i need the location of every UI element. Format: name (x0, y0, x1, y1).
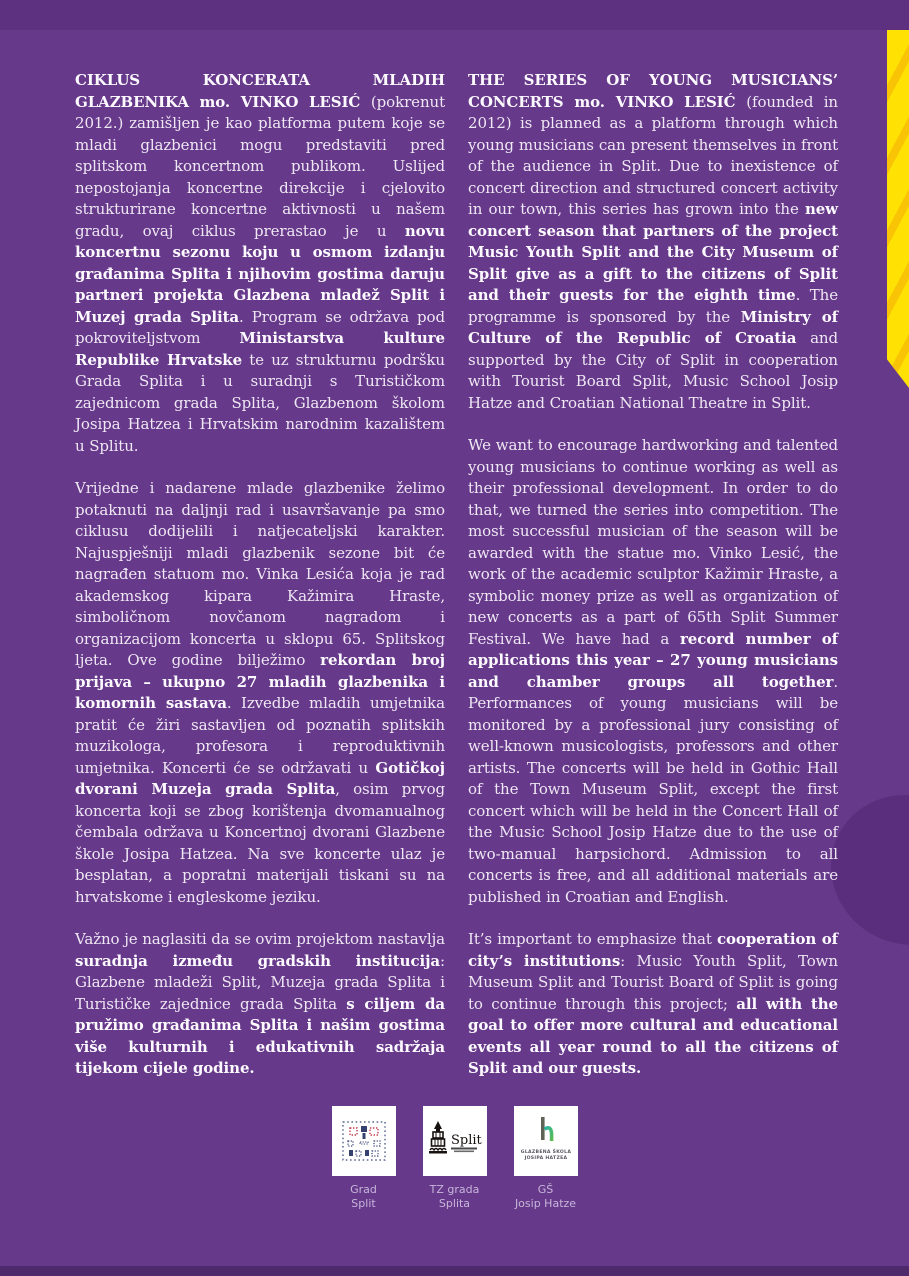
english-paragraph-3: It’s important to emphasize that cooperation of city’s institutions: Music Youth Split, Town Museum Split and Tourist Board of Split is going to continue through this project; all with the goal to offer more cultural and educational events all year round to all the citizens of Split and our guests. (468, 930, 838, 1077)
logo-item-grad-split (318, 1106, 409, 1210)
english-paragraph-1: THE SERIES OF YOUNG MUSICIANS’ CONCERTS mo. VINKO LESIĆ (founded in 2012) is planned as a platform through which young musicians can present themselves in front of the audience in Split. Due to inexistence of concert direction and structured concert activity in our town, this series has grown into the new concert season that partners of the project Music Youth Split and the City Museum of Split give as a gift to the citizens of Split and their guests for the eighth time. The programme is sponsored by the Ministry of Culture of the Republic of Croatia and supported by the City of Split in cooperation with Tourist Board Split, Music School Josip Hatze and Croatian National Theatre in Split. (468, 71, 838, 412)
logo-item-tz-split (409, 1106, 500, 1210)
svg-text:Split: Split (450, 1133, 482, 1148)
tz-split-logo-card (423, 1106, 487, 1176)
english-paragraph-2: We want to encourage hardworking and talented young musicians to continue working as well as their professional development. In order to do that, we turned the series into competition. The most successful musician of the season will be awarded with the statue mo. Vinko Lesić, the work of the academic sculptor Kažimir Hraste, a symbolic money prize as well as organization of new concerts as a part of 65th Split Summer Festival. We have had a record number of applications this year – 27 young musicians and chamber groups all together. Performances of young musicians will be monitored by a professional jury consisting of well-known musicologists, professors and other artists. The concerts will be held in Gothic Hall of the Town Museum Split, except the first concert which will be held in the Concert Hall of the Music School Josip Hatze due to the use of two-manual harpsichord. Admission to all concerts is free, and all additional materials are published in Croatian and English. (468, 436, 838, 906)
text-columns (75, 70, 838, 1101)
yellow-ribbon-decoration (887, 30, 909, 388)
grad-split-emblem-icon (340, 1117, 388, 1165)
logo-item-gs-hatze (500, 1106, 591, 1210)
tz-split-label: TZ grada Splita (429, 1183, 480, 1210)
tz-split-tower-icon (427, 1119, 483, 1163)
grad-split-label: Grad Split (350, 1183, 377, 1210)
hatze-h-icon (520, 1113, 572, 1169)
partner-logos-row (0, 1106, 909, 1210)
svg-text:JOSIPA HATZEA: JOSIPA HATZEA (524, 1156, 567, 1161)
croatian-paragraph-1: CIKLUS KONCERATA MLADIH GLAZBENIKA mo. VINKO LESIĆ (pokrenut 2012.) zamišljen je kao platforma putem koje se mladi glazbenici mogu predstaviti pred splitskom koncertnom publikom. Uslijed nepostojanja koncertne direkcije i cjelovito strukturirane koncertne aktivnosti u našem gradu, ovaj ciklus prerastao je u novu koncertnu sezonu koju u osmom izdanju građanima Splita i njihovim gostima daruju partneri projekta Glazbena mladež Split i Muzej grada Splita. Program se održava pod pokroviteljstvom Ministarstva kulture Republike Hrvatske te uz strukturnu podršku Grada Splita i u suradnji s Turističkom zajednicom grada Splita, Glazbenom školom Josipa Hatzea i Hrvatskim narodnim kazalištem u Splitu. (75, 71, 445, 455)
column-english (468, 70, 838, 1101)
croatian-paragraph-3: Važno je naglasiti da se ovim projektom nastavlja suradnja između gradskih institucija: Glazbene mladeži Split, Muzeja grada Splita i Turističke zajednice grada Splita s ciljem da pružimo građanima Splita i našim gostima više kulturnih i edukativnih sadržaja tijekom cijele godine. (75, 930, 445, 1077)
column-croatian (75, 70, 445, 1101)
croatian-paragraph-2: Vrijedne i nadarene mlade glazbenike želimo potaknuti na daljnji rad i usavršavanje pa smo ciklusu dodijelili i natjecateljski karakter. Najuspješniji mladi glazbenik sezone bit će nagrađen statuom mo. Vinka Lesića koja je rad akademskog kipara Kažimira Hraste, simboličnom novčanom nagradom i organizacijom koncerta u sklopu 65. Splitskog ljeta. Ove godine bilježimo rekordan broj prijava – ukupno 27 mladih glazbenika i komornih sastava. Izvedbe mladih umjetnika pratit će žiri sastavljen od poznatih splitskih muzikologa, profesora i reproduktivnih umjetnika. Koncerti će se održavati u Gotičkoj dvorani Muzeja grada Splita, osim prvog koncerta koji se zbog korištenja dvomanualnog čembala održava u Koncertnoj dvorani Glazbene škole Josipa Hatzea. Na sve koncerte ulaz je besplatan, a popratni materijali tiskani su na hrvatskome i engleskome jeziku. (75, 479, 446, 906)
purple-blob-decoration (831, 795, 909, 945)
top-band-decoration (0, 0, 909, 30)
bottom-band-decoration (0, 1266, 909, 1276)
grad-split-logo-card (332, 1106, 396, 1176)
gs-hatze-logo-card (514, 1106, 578, 1176)
svg-text:GLAZBENA ŠKOLA: GLAZBENA ŠKOLA (520, 1150, 571, 1155)
gs-hatze-label: GŠ Josip Hatze (514, 1183, 577, 1210)
